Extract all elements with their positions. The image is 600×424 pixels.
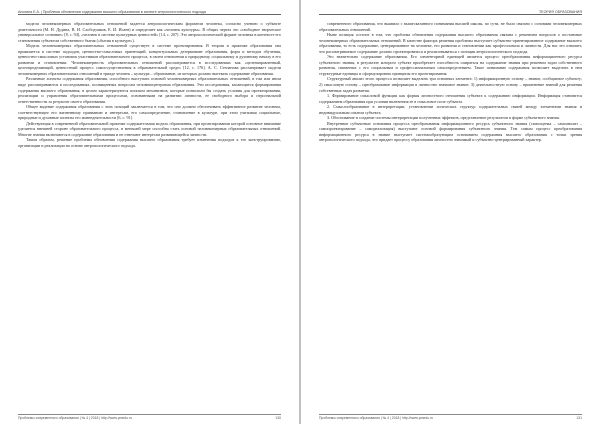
paragraph: Различные аспекты содержания образования, способного выступать основой человекомерных образовательных отношений, в том или ином виде рассматриваются в исследованиях, посвященных вопросам человекоцентризма образования. Эти исследования, касающиеся формирования содержания высшего образования, в целом характеризуются поиском механизмов, которые позволили бы создать условия для проектирования, реализации и управления образовательными процессами, основанными на развитии личности, ее свободного выбора и персональной ответственности за результат своего образования. <box>18 76 281 104</box>
page-footer <box>18 414 281 421</box>
header-author-title: Анохина Е.А. | Проблема обновления содержания высшего образования в аспекте антропологического подхода <box>18 10 206 14</box>
paragraph: Это значительно содержание образования. Его элементарной единицей является процесс преобразования информационного ресурса субъектного знания, в результате которого субъект приобретает способность опираться на содержание знания при решении задач собственного развития, связанных с его социальным и профессиональным самоопределением. Такое понимание содержания позволяет выделить в нем структурные единицы и сформулировать принципы его проектирования. <box>319 54 582 76</box>
paragraph: 3. Обоснование и создание системы интерпретации полученных эффектов, представление результатов в форме субъектного знания. <box>327 115 560 121</box>
page-number: 131 <box>576 416 582 420</box>
paragraph: Таким образом, решение проблемы обновления содержания высшего образования требует изменения подходов к его конструированию, организации и реализации на основе антропологического подхода. <box>18 137 281 149</box>
paragraph: Модель человекомерных образовательных отношений существует в системе проектирования. В теории и практике образования она проявляется в системе подходов, ценностно-смысловых ориентаций, концептуальных детерминант образования, форм и методов обучения, ценностно-смысловых установок участников образовательного процесса, в своем отношении к природному, социальному и духовному началу в его развитии и становлении. Человекомерность образовательных отношений рассматривается в исследованиях как «целенаправленный, целеопределяющий, ценностный процесс самоосуществления в образовательной среде» [12, с. 176]. А. С. Степанова рассматривает модели человекомерных образовательных отношений в триаде человек – культура – образование, из которых должно вытекать содержание образования. <box>18 43 281 76</box>
paragraph: 2. Смыслообразование в интерпретации, установлении логических структур содержательных связей между элементами знания и индивидуальным опытом субъекта. <box>319 104 582 115</box>
right-body-text <box>319 21 582 413</box>
paragraph: Ныне позиция состоит в том, что проблема обновления содержания высшего образования связана с решением вопросов о постановке человекомерных образовательных отношений. В качестве фактора решения проблемы выступает субъектно-ориентированное содержание высшего образования, то есть содержание, центрированное на человеке, его развитии и становлении как профессионала и личности. Для нас это означает, что рассматриваемое содержание должно проектироваться и реализовываться с позиции антропологического подхода. <box>319 32 582 54</box>
header-section: ТЕОРИЯ ОБРАЗОВАНИЯ <box>538 10 582 14</box>
paragraph: Структурный анализ этого процесса позволяет выделить три основных элемента: 1) информационную основу – знание, сообщаемое субъекту; 2) смысловую основу – преобразование информации в личностно значимое знание; 3) деятельностную основу – применение знаний для решения собственных задач развития. <box>319 76 582 93</box>
footer-journal-info: Проблемы современного образования | № 4 | 2018 | http://www.pmedu.ru <box>319 416 434 420</box>
paragraph: Действующая в современной образовательной практике содержательная модель образования, при проектировании которой основное внимание уделяется внешней стороне образовательного процесса, в меньшей мере способна стать основой человекомерных образовательных отношений. Многие знания включаются в содержание образования и не отвечают интересам развивающейся личности. <box>18 120 281 137</box>
right-page <box>301 0 600 424</box>
paragraph: 1. Формирование смысловой функции как формы личностного отношения субъекта к содержанию информации. Информация становится содержанием образования при условии включения ее в смысловое поле субъекта. <box>319 93 582 104</box>
paragraph: Общее видение содержания образования с этих позиций заключается в том, что оно должно обеспечивать эффективное развитие человека, соответствующее его жизненному призванию и интересам, его самоопределение, становление в культуре, при этом учитывая социальные, природные и духовные аспекты его жизнедеятельности [6, с. 91]. <box>18 104 281 121</box>
paragraph: модели человекомерных образовательных отношений задается антропологическим форматом человека, согласно учению о субъекте деятельности (М. Н. Дудина, В. И. Слободчиков, Е. И. Исаев) и определяет как «человек культуры». В общих чертах это «свободное творческое универсальное сознание» [8, с. 94], «человек в системе культурных ценностей» [14, с. 207]. Это антропологический формат человека в контексте его становления субъектом собственного бытия («бытия в культуре»). <box>18 21 281 43</box>
running-header <box>319 6 582 15</box>
left-body-text <box>18 21 281 413</box>
footer-journal-info: Проблемы современного образования | № 4 | 2018 | http://www.pmedu.ru <box>18 416 133 420</box>
running-header <box>18 6 281 15</box>
page-footer <box>319 414 582 421</box>
page-number: 130 <box>275 416 281 420</box>
paragraph: Внутренние субъектные основания процесса преобразования информационного ресурса субъектного знания (самооценка – самоанализ – самопроектирование – самореализация) выступают основой формирования субъектного знания. Тем самым процесс преобразования информационного ресурса в знание выступает системообразующим основанием содержания высшего образования с точки зрения антропологического подхода, что придает процессу образования личностно значимый и субъектно-центрированный характер. <box>319 120 582 143</box>
left-page <box>0 0 299 424</box>
paragraph: современного образования, что выявило с вышесказанного понимания высшей школы, по сути, не было связано с основами человекомерных образовательных отношений. <box>319 21 582 32</box>
